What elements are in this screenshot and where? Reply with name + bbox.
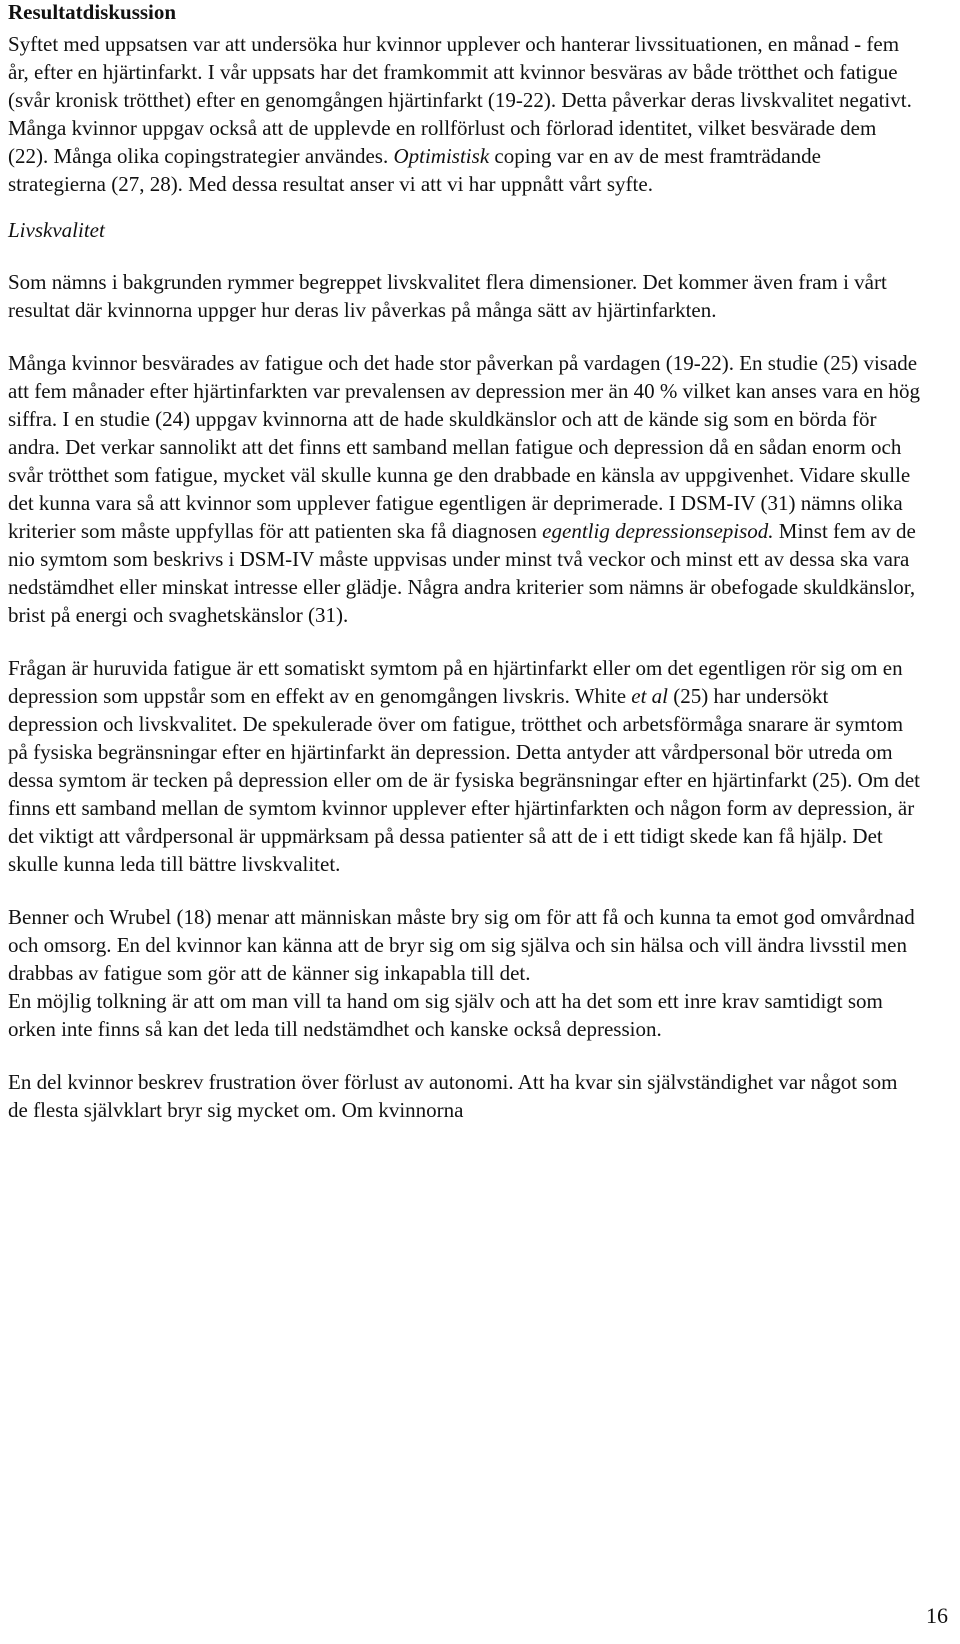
paragraph-3 (8, 654, 920, 878)
page-number: 16 (926, 1603, 948, 1628)
paragraph-4: Benner och Wrubel (18) menar att människan måste bry sig om för att få och kunna ta emot god omvårdnad och omsorg. En del kvinnor kan känna att de bryr sig om sig själva och sin hälsa och vill ändra livsstil men drabbas av fatigue som gör att de känner sig inkapabla till det. (8, 905, 915, 985)
paragraph-6: En del kvinnor beskrev frustration över förlust av autonomi. Att ha kvar sin självständighet var något som de flesta självklart bryr sig mycket om. Om kvinnorna (8, 1070, 898, 1122)
paragraph-3-italic: et al (631, 684, 669, 708)
paragraph-2-text-1: Många kvinnor besvärades av fatigue och det hade stor påverkan på vardagen (19-22). En studie (25) visade att fem månader efter hjärtinfarkten var prevalensen av depression mer än 40 % vilket kan anses vara en hög siffra. I en studie (24) uppgav kvinnorna att de hade skuldkänslor och att de kände sig som en börda för andra. Det verkar sannolikt att det finns ett samband mellan fatigue och depression då en sådan enorm och svår trötthet som fatigue, mycket väl skulle kunna ge den drabbade en känsla av uppgivenhet. Vidare skulle det kunna vara så att kvinnor som upplever fatigue egentligen är deprimerade. I DSM-IV (31) nämns olika kriterier som måste uppfyllas för att patienten ska få diagnosen (8, 351, 920, 543)
subsection-heading: Livskvalitet (8, 218, 105, 242)
paragraph-1: Som nämns i bakgrunden rymmer begreppet livskvalitet flera dimensioner. Det kommer även fram i vårt resultat där kvinnorna uppger hur deras liv påverkas på många sätt av hjärtinfarkten. (8, 270, 887, 322)
section-heading: Resultatdiskussion (8, 0, 177, 24)
paragraph-5: En möjlig tolkning är att om man vill ta hand om sig själv och att ha det som ett inre krav samtidigt som orken inte finns så kan det leda till nedstämdhet och kanske också depression. (8, 989, 883, 1041)
paragraph-2-italic: egentlig depressionsepisod. (542, 519, 774, 543)
paragraph-3-text-1: Frågan är huruvida fatigue är ett somatiskt symtom på en hjärtinfarkt eller om det egentligen rör sig om en depression som uppstår som en effekt av en genomgången livskris. White (8, 656, 903, 708)
intro-text-1: Syftet med uppsatsen var att undersöka hur kvinnor upplever och hanterar livssituationen, en månad - fem år, efter en hjärtinfarkt. I vår uppsats har det framkommit att kvinnor besväras av både trötthet och fatigue (svår kronisk trötthet) efter en genomgången hjärtinfarkt (19-22). Detta påverkar deras livskvalitet negativt. Många kvinnor uppgav också att de upplevde en rollförlust och förlorad identitet, vilket besvärade dem (22). Många olika copingstrategier användes. (8, 32, 912, 168)
intro-text-2: coping var en av de mest framträdande strategierna (27, 28). Med dessa resultat anser vi att vi har uppnått vårt syfte. (8, 144, 821, 196)
paragraph-2 (8, 349, 920, 629)
document-page (8, 0, 920, 1124)
paragraph-2-text-2: Minst fem av de nio symtom som beskrivs i DSM-IV måste uppvisas under minst två veckor och minst ett av dessa ska vara nedstämdhet eller minskat intresse eller glädje. Några andra kriterier som nämns är obefogade skuldkänslor, brist på energi och svaghetskänslor (31). (8, 519, 916, 627)
intro-paragraph (8, 30, 920, 198)
paragraph-3-text-2: (25) har undersökt depression och livskvalitet. De spekulerade över om fatigue, trötthet och arbetsförmåga snarare är symtom på fysiska begränsningar efter en hjärtinfarkt än depression. Detta antyder att vårdpersonal bör utreda om dessa symtom är tecken på depression eller om de är fysiska begränsningar efter en hjärtinfarkt (25). Om det finns ett samband mellan de symtom kvinnor upplever efter hjärtinfarkten och någon form av depression, är det viktigt att vårdpersonal är uppmärksam på dessa patienter så att de i ett tidigt skede kan få hjälp. Det skulle kunna leda till bättre livskvalitet. (8, 684, 921, 876)
intro-italic: Optimistisk (393, 144, 490, 168)
